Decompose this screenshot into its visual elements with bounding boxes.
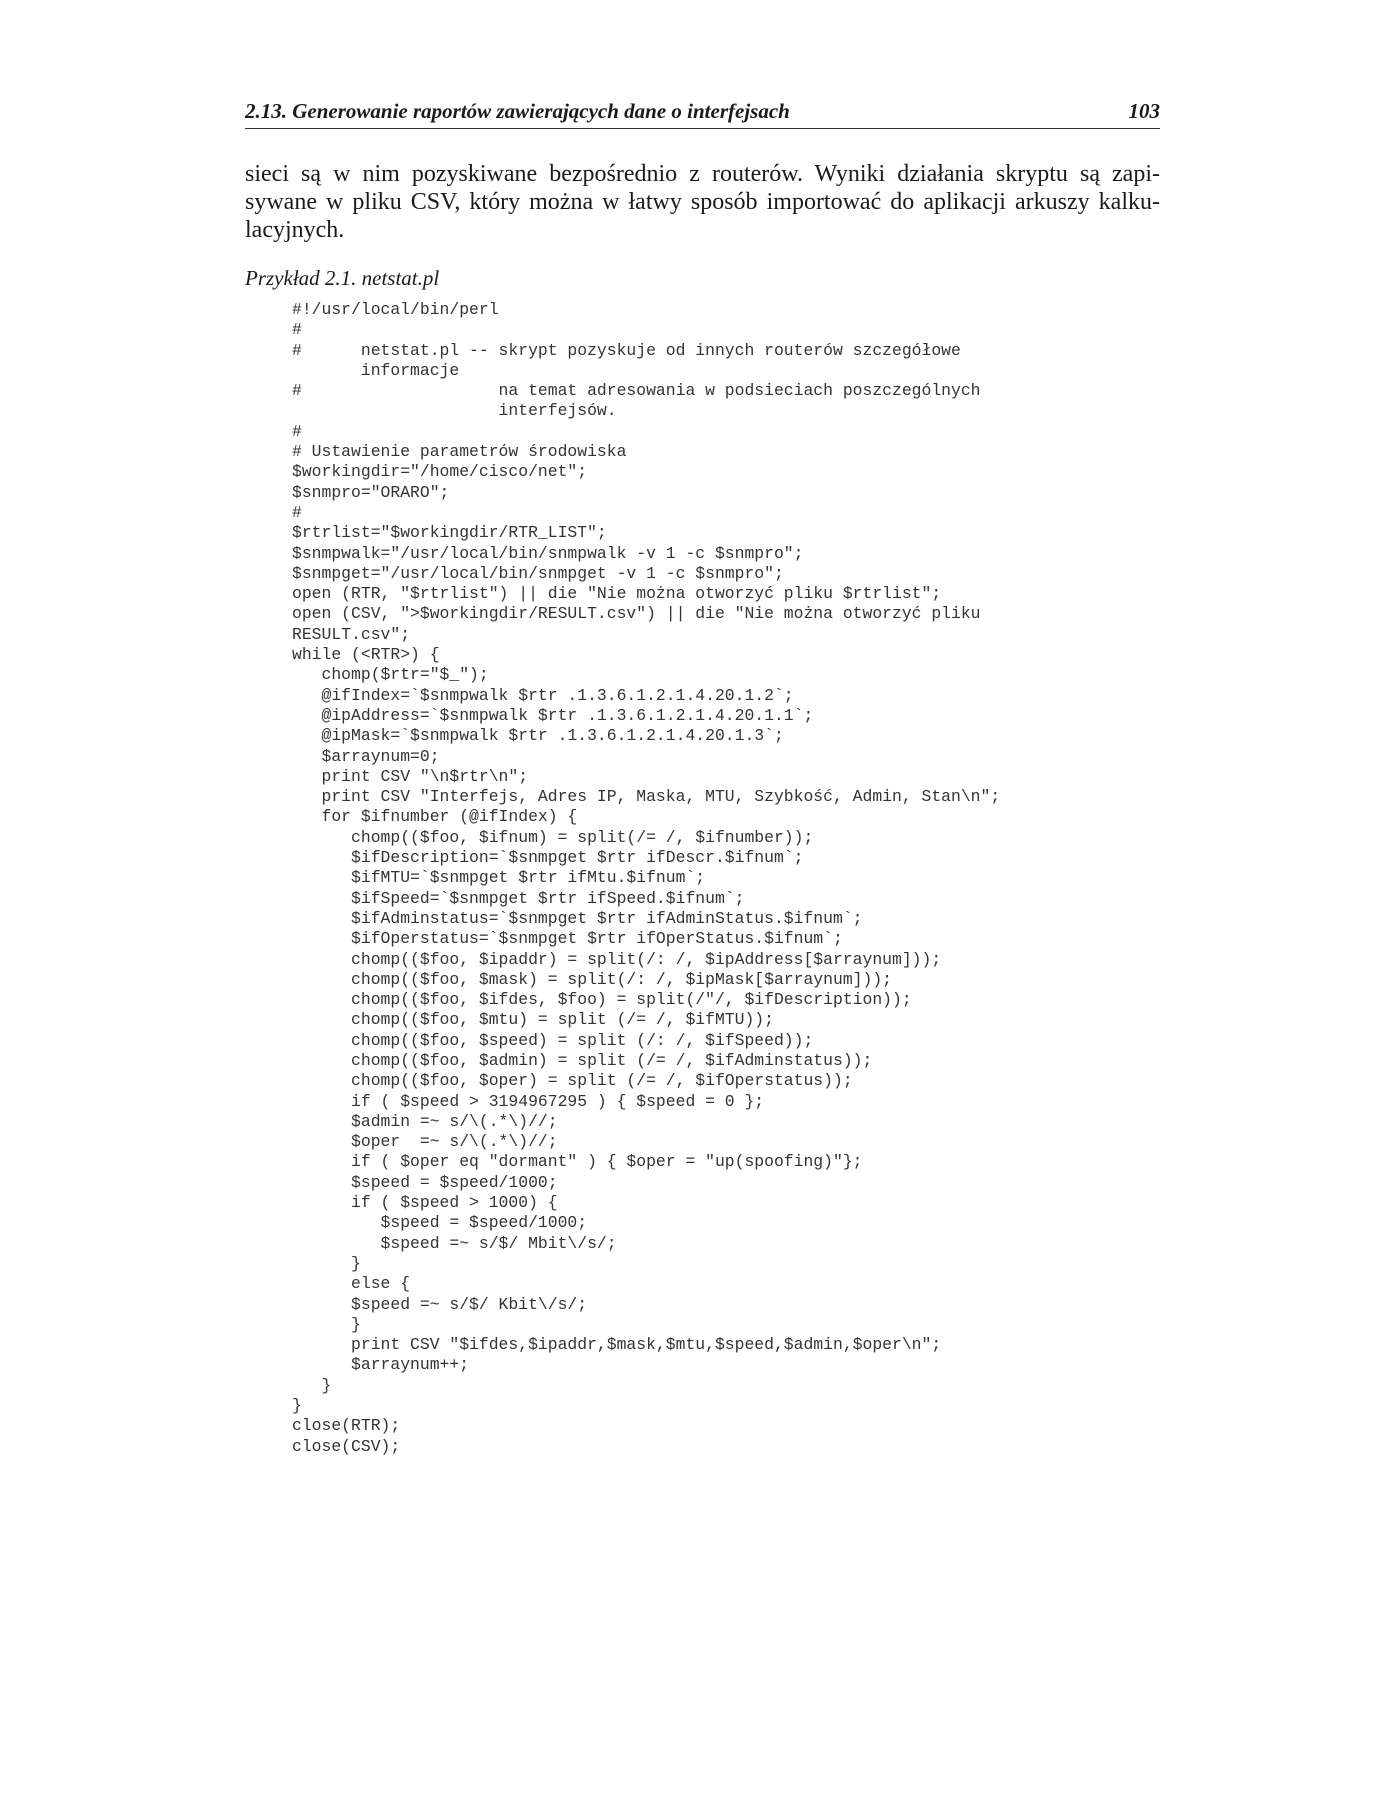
code-line: chomp(($foo, $ipaddr) = split(/: /, $ipAddress[$arraynum])); <box>292 949 942 969</box>
code-line: for $ifnumber (@ifIndex) { <box>292 807 578 827</box>
code-listing <box>292 300 1152 1457</box>
code-line: chomp(($foo, $ifnum) = split(/= /, $ifnumber)); <box>292 827 814 847</box>
paragraph-line: sieci są w nim pozyskiwane bezpośrednio z routerów. Wyniki działania skryptu są zapi- <box>245 161 1160 187</box>
code-line: # na temat adresowania w podsieciach poszczególnych <box>292 381 981 401</box>
code-line: informacje <box>292 360 460 380</box>
code-line: $rtrlist="$workingdir/RTR_LIST"; <box>292 523 607 543</box>
example-caption: Przykład 2.1. netstat.pl <box>245 266 440 290</box>
code-line: } <box>292 1314 361 1334</box>
code-line: if ( $speed > 3194967295 ) { $speed = 0 }; <box>292 1091 765 1111</box>
code-line: $ifSpeed=`$snmpget $rtr ifSpeed.$ifnum`; <box>292 888 745 908</box>
code-line: chomp(($foo, $mtu) = split (/= /, $ifMTU)); <box>292 1010 774 1030</box>
code-line: if ( $speed > 1000) { <box>292 1193 558 1213</box>
code-line: chomp(($foo, $oper) = split (/= /, $ifOperstatus)); <box>292 1071 853 1091</box>
code-line: print CSV "Interfejs, Adres IP, Maska, MTU, Szybkość, Admin, Stan\n"; <box>292 787 1001 807</box>
code-line: open (RTR, "$rtrlist") || die "Nie można otworzyć pliku $rtrlist"; <box>292 584 942 604</box>
code-line: # netstat.pl -- skrypt pozyskuje od innych routerów szczegółowe <box>292 340 961 360</box>
code-line: print CSV "$ifdes,$ipaddr,$mask,$mtu,$speed,$admin,$oper\n"; <box>292 1335 942 1355</box>
code-line: chomp(($foo, $speed) = split (/: /, $ifSpeed)); <box>292 1030 814 1050</box>
code-line: $oper =~ s/\(.*\)//; <box>292 1132 558 1152</box>
code-line: @ifIndex=`$snmpwalk $rtr .1.3.6.1.2.1.4.20.1.2`; <box>292 685 794 705</box>
code-line: @ipAddress=`$snmpwalk $rtr .1.3.6.1.2.1.4.20.1.1`; <box>292 705 814 725</box>
code-line: $ifMTU=`$snmpget $rtr ifMtu.$ifnum`; <box>292 868 706 888</box>
code-line: $snmpget="/usr/local/bin/snmpget -v 1 -c $snmpro"; <box>292 563 784 583</box>
running-header <box>245 98 1160 129</box>
code-line: # <box>292 320 302 340</box>
code-line: $snmpro="ORARO"; <box>292 482 450 502</box>
code-line: # <box>292 421 302 441</box>
code-line: print CSV "\n$rtr\n"; <box>292 766 529 786</box>
body-paragraph <box>245 160 1160 244</box>
paragraph-line: lacyjnych. <box>245 217 345 243</box>
code-line: $arraynum++; <box>292 1355 470 1375</box>
code-line: RESULT.csv"; <box>292 624 411 644</box>
code-line: chomp($rtr="$_"); <box>292 665 489 685</box>
code-line: open (CSV, ">$workingdir/RESULT.csv") || die "Nie można otworzyć pliku <box>292 604 981 624</box>
code-line: } <box>292 1375 332 1395</box>
code-line: } <box>292 1253 361 1273</box>
code-line: $speed =~ s/$/ Mbit\/s/; <box>292 1233 617 1253</box>
code-line: $speed = $speed/1000; <box>292 1213 588 1233</box>
page-number: 103 <box>1128 99 1160 123</box>
code-line: $speed =~ s/$/ Kbit\/s/; <box>292 1294 588 1314</box>
code-line: if ( $oper eq "dormant" ) { $oper = "up(spoofing)"}; <box>292 1152 863 1172</box>
code-line: interfejsów. <box>292 401 617 421</box>
code-line: chomp(($foo, $admin) = split (/= /, $ifAdminstatus)); <box>292 1050 873 1070</box>
code-line: $ifAdminstatus=`$snmpget $rtr ifAdminStatus.$ifnum`; <box>292 908 863 928</box>
code-line: while (<RTR>) { <box>292 645 440 665</box>
section-title: 2.13. Generowanie raportów zawierających dane o interfejsach <box>245 99 790 123</box>
code-line: #!/usr/local/bin/perl <box>292 300 499 319</box>
code-line: } <box>292 1396 302 1416</box>
code-line: chomp(($foo, $ifdes, $foo) = split(/"/, $ifDescription)); <box>292 990 912 1010</box>
code-line: # Ustawienie parametrów środowiska <box>292 442 627 462</box>
code-line: close(RTR); <box>292 1416 401 1436</box>
code-line: $workingdir="/home/cisco/net"; <box>292 462 588 482</box>
code-line: $snmpwalk="/usr/local/bin/snmpwalk -v 1 -c $snmpro"; <box>292 543 804 563</box>
code-line: chomp(($foo, $mask) = split(/: /, $ipMask[$arraynum])); <box>292 969 892 989</box>
code-line: $arraynum=0; <box>292 746 440 766</box>
code-line: # <box>292 502 302 522</box>
code-line: close(CSV); <box>292 1436 401 1456</box>
code-line: $speed = $speed/1000; <box>292 1172 558 1192</box>
code-line: $ifOperstatus=`$snmpget $rtr ifOperStatus.$ifnum`; <box>292 929 843 949</box>
code-line: $admin =~ s/\(.*\)//; <box>292 1111 558 1131</box>
code-line: @ipMask=`$snmpwalk $rtr .1.3.6.1.2.1.4.20.1.3`; <box>292 726 784 746</box>
code-line: else { <box>292 1274 411 1294</box>
code-line: $ifDescription=`$snmpget $rtr ifDescr.$ifnum`; <box>292 848 804 868</box>
paragraph-line: sywane w pliku CSV, który można w łatwy sposób importować do aplikacji arkuszy kalku- <box>245 189 1160 215</box>
